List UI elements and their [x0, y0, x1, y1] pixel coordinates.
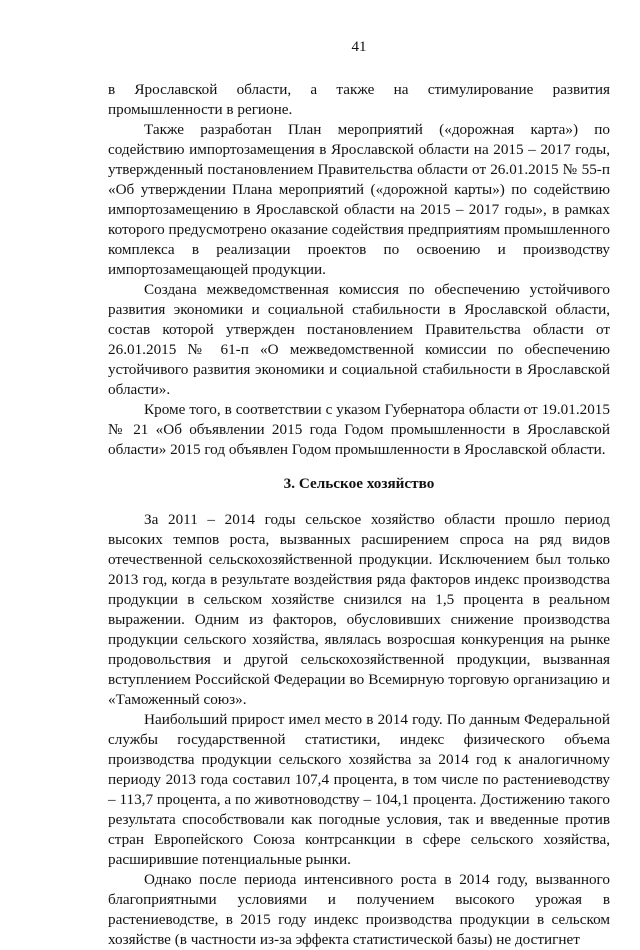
section-heading: 3. Сельское хозяйство: [283, 475, 435, 492]
paragraph-commission: Создана межведомственная комиссия по обеспечению устойчивого развития экономики и социальной стабильности в Ярославской области, состав которой утвержден постановлением Правительства области от 26.01.2015 № 61-п «О межведомственной комиссии по обеспечению устойчивого развития экономики и социальной стабильности в Ярославской области».: [108, 281, 610, 398]
page-number: 41: [351, 39, 367, 55]
document-body: [108, 80, 610, 950]
paragraph-continuation: в Ярославской области, а также на стимулирование развития промышленности в регионе.: [108, 81, 610, 118]
paragraph-roadmap: Также разработан План мероприятий («дорожная карта») по содействию импортозамещения в Ярославской области на 2015 – 2017 годы, утвержденный постановлением Правительства области от 26.01.2015 № 55-п «Об утверждении Плана мероприятий («дорожной карты») по содействию импортозамещению в Ярославской области на 2015 – 2017 годы», в рамках которого предусмотрено оказание содействия предприятиям промышленного комплекса в реализации проектов по освоению и производству импортозамещающей продукции.: [108, 121, 610, 278]
paragraph-after-growth: Однако после периода интенсивного роста в 2014 году, вызванного благоприятными условиями и получением высокого урожая в растениеводстве, в 2015 году индекс производства продукции в сельском хозяйстве (в частности из-за эффекта статистической базы) не достигнет: [108, 871, 610, 948]
paragraph-year-of-industry: Кроме того, в соответствии с указом Губернатора области от 19.01.2015 № 21 «Об объявлении 2015 года Годом промышленности в Ярославской области» 2015 год объявлен Годом промышленности в Ярославской области.: [108, 401, 610, 458]
paragraph-largest-increase: Наибольший прирост имел место в 2014 году. По данным Федеральной службы государственной статистики, индекс физического объема производства продукции сельского хозяйства за 2014 год к аналогичному периоду 2013 года составил 107,4 процента, в том числе по растениеводству – 113,7 процента, а по животноводству – 104,1 процента. Достижению такого результата способствовали как погодные условия, так и введенные против стран Европейского Союза контрсанкции в сфере сельского хозяйства, расширившие потенциальные рынки.: [108, 711, 610, 868]
paragraph-agriculture-growth: За 2011 – 2014 годы сельское хозяйство области прошло период высоких темпов роста, вызванных расширением спроса на ряд видов отечественной сельскохозяйственной продукции. Исключением был только 2013 год, когда в результате воздействия ряда факторов индекс производства продукции в сельском хозяйстве снизился на 1,5 процента в реальном выражении. Одним из факторов, обусловивших снижение производства продукции сельского хозяйства, являлась возросшая конкуренция на рынке продовольствия и другой сельскохозяйственной продукции, вызванная вступлением Российской Федерации во Всемирную торговую организацию и «Таможенный союз».: [108, 511, 610, 708]
